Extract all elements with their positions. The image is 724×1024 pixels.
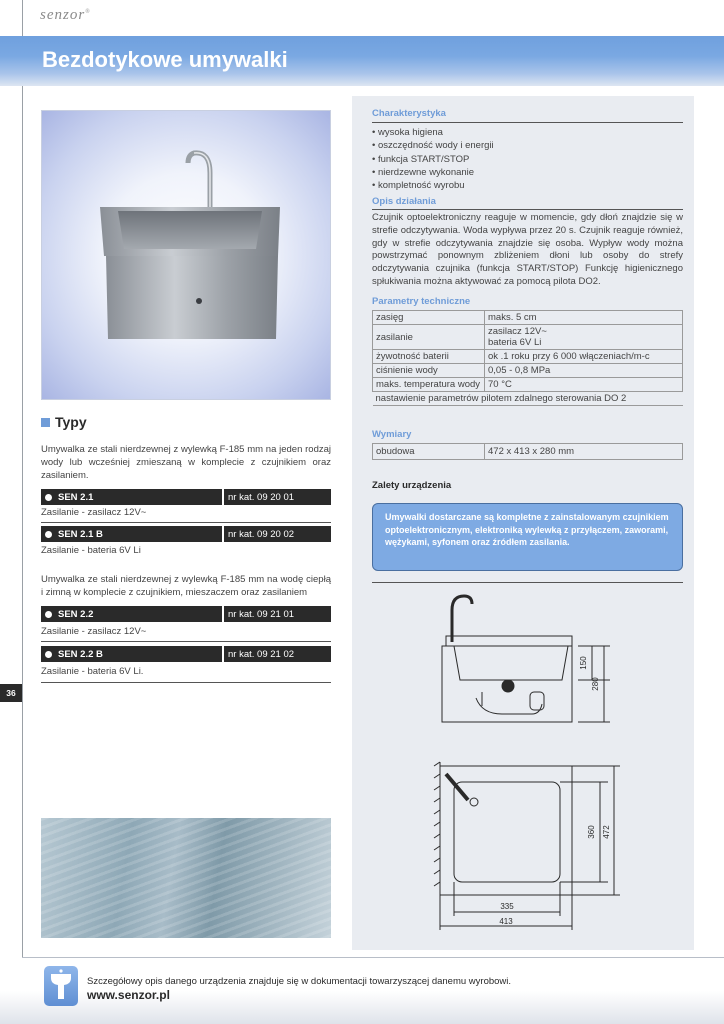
product-row: SEN 2.2 B nr kat. 09 21 02: [41, 646, 331, 662]
divider: [41, 682, 331, 683]
product-row: SEN 2.2 nr kat. 09 21 01: [41, 606, 331, 622]
list-item: • nierdzewne wykonanie: [372, 166, 475, 178]
dimension-label-472: 472: [602, 825, 611, 839]
product-row: SEN 2.1 B nr kat. 09 20 02: [41, 526, 331, 542]
page-number: 36: [0, 684, 22, 702]
table-row: zasilanie zasilacz 12V~ bateria 6V Li: [373, 325, 683, 350]
bullet-dot-icon: [45, 611, 52, 618]
top-view-drawing: [434, 762, 620, 930]
product-photo: [41, 110, 331, 400]
bullet-square-icon: [41, 418, 50, 427]
bullet-dot-icon: [45, 651, 52, 658]
divider: [41, 522, 331, 523]
brand-logo: senzor®: [40, 7, 91, 23]
features-list: [372, 126, 494, 192]
divider: [372, 122, 683, 123]
table-row: obudowa 472 x 413 x 280 mm: [373, 444, 683, 460]
table-row: nastawienie parametrów pilotem zdalnego sterowania DO 2: [373, 392, 683, 406]
bullet-dot-icon: [45, 531, 52, 538]
page-title: Bezdotykowe umywalki: [42, 47, 288, 72]
features-heading: Charakterystyka: [372, 108, 446, 119]
params-heading: Parametry techniczne: [372, 296, 471, 307]
technical-drawing: [372, 590, 683, 940]
operation-text: Czujnik optoelektroniczny reaguje w momencie, gdy dłoń znajdzie się w strefie odczytywania. Woda wypływa przez 20 s. Czujnik reaguje również, gdy w strefie odczytywania znajdzie się osoba. Wypływ wody można powstrzymać ponownym zbliżeniem dłoni lub osoby do strefy odczytywania czujnika (funkcja START/STOP) Funkcję higienicznego spłukiwania można aktywować za pomocą pilota DO2.: [372, 212, 683, 287]
sink-illustration: [42, 111, 332, 401]
faucet-icon: [44, 966, 78, 1006]
table-row: zasięg maks. 5 cm: [373, 311, 683, 325]
product-power: Zasilanie - zasilacz 12V~: [41, 626, 147, 637]
advantages-box: Umywalki dostarczane są kompletne z zainstalowanym czujnikiem optoelektronicznym, elektroniką wylewką z przyłączem, zaworami, wężykami, syfonem oraz źródłem zasilania.: [372, 503, 683, 571]
table-row: maks. temperatura wody 70 °C: [373, 378, 683, 392]
list-item: • wysoka higiena: [372, 127, 443, 138]
table-row: żywotność baterii ok .1 roku przy 6 000 włączeniach/m-c: [373, 350, 683, 364]
dimension-label-335: 335: [500, 902, 514, 911]
dimension-label-360: 360: [587, 825, 596, 839]
bullet-dot-icon: [45, 494, 52, 501]
list-item: • oszczędność wody i energii: [372, 140, 494, 152]
dimensions-heading: Wymiary: [372, 429, 412, 440]
list-item: • kompletność wyrobu: [372, 180, 465, 192]
dimensions-table: [372, 443, 683, 460]
types-heading: Typy: [41, 414, 87, 430]
product-power: Zasilanie - bateria 6V Li: [41, 545, 141, 556]
dimension-label-150: 150: [579, 656, 588, 670]
divider: [372, 209, 683, 210]
list-item: • funkcja START/STOP: [372, 153, 470, 165]
footer-text: Szczegółowy opis danego urządzenia znajduje się w dokumentacji towarzyszącej danemu wyrobowi.: [87, 976, 512, 987]
types-intro-1: Umywalka ze stali nierdzewnej z wylewką F-185 mm na jeden rodzaj wody lub wcześniej zmieszaną w komplecie z czujnikiem oraz zasilaniem.: [41, 444, 331, 481]
advantages-heading: Zalety urządzenia: [372, 480, 452, 491]
product-row: SEN 2.1 nr kat. 09 20 01: [41, 489, 331, 505]
divider: [372, 582, 683, 583]
divider: [41, 641, 331, 642]
table-row: ciśnienie wody 0,05 - 0,8 MPa: [373, 364, 683, 378]
dimension-label-280: 280: [591, 677, 600, 691]
footer-url[interactable]: www.senzor.pl: [87, 988, 170, 1002]
water-photo: [41, 818, 331, 938]
params-table: [372, 310, 683, 406]
dimension-label-413: 413: [499, 917, 513, 926]
operation-heading: Opis działania: [372, 196, 436, 207]
product-power: Zasilanie - zasilacz 12V~: [41, 507, 147, 518]
types-intro-2: Umywalka ze stali nierdzewnej z wylewką F-185 mm na wodę ciepłą i zimną w komplecie z czujnikiem, mieszaczem oraz zasilaniem: [41, 574, 331, 598]
product-power: Zasilanie - bateria 6V Li.: [41, 666, 144, 677]
left-margin-line: [22, 0, 23, 1024]
